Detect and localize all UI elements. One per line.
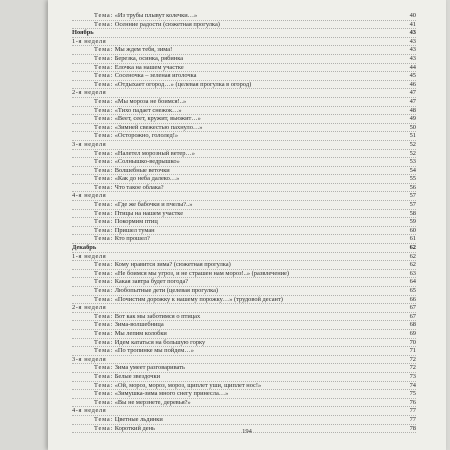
toc-entry-prefix: Тема:: [94, 321, 114, 329]
toc-entry-title: [72, 313, 402, 321]
toc-entry-text: «Не боимся мы угроз, и не страшен нам мороз!..» (развлечение): [114, 269, 290, 277]
toc-entry-prefix: Тема:: [94, 415, 114, 423]
toc-entry-prefix: Тема:: [94, 149, 114, 157]
toc-entry-text: Елочка на нашем участке: [114, 63, 184, 71]
toc-entry-prefix: Тема:: [94, 287, 114, 294]
toc-entry-prefix: Тема:: [94, 235, 114, 243]
toc-entry-title: 2-я неделя: [72, 89, 107, 97]
toc-page-number: 45: [409, 72, 416, 80]
toc-entry: [72, 115, 416, 124]
toc-page-number: 43: [409, 54, 416, 62]
toc-entry-title: [72, 321, 402, 329]
toc-page-number: 47: [409, 89, 416, 97]
toc-page-number: 78: [409, 424, 416, 432]
toc-entry-title: [72, 270, 402, 278]
toc-page-number: 73: [409, 372, 416, 380]
toc-entry-title: [72, 21, 402, 29]
toc-entry-prefix: Тема:: [94, 115, 114, 123]
toc-page-number: 62: [409, 252, 416, 260]
toc-entry-text: Белые звездочки: [114, 372, 160, 380]
toc-entry-prefix: Тема:: [94, 226, 114, 234]
toc-page-number: 56: [409, 183, 416, 191]
toc-entry: [72, 201, 416, 210]
toc-entry-prefix: Тема:: [94, 372, 114, 380]
toc-page-number: 43: [409, 37, 416, 45]
toc-entry: [72, 150, 416, 159]
toc-entry-text: Мы ждем тебя, зима!: [114, 46, 173, 54]
toc-page-number: 75: [409, 390, 416, 398]
toc-entry-prefix: Тема:: [94, 364, 114, 372]
toc-entry-text: «Зимушка-зима много снегу принесла…»: [114, 390, 229, 398]
toc-entry-title: [72, 132, 402, 140]
toc-page-number: 62: [409, 244, 416, 252]
toc-entry-prefix: Тема:: [94, 347, 114, 355]
toc-page-number: 68: [409, 321, 416, 329]
toc-entry-text: «Из трубы плывут колечки…»: [114, 12, 198, 19]
toc-entry-prefix: Тема:: [94, 278, 114, 286]
toc-entry-text: «Зимней свежестью пахнуло…»: [114, 123, 203, 131]
toc-entry: [72, 72, 416, 81]
toc-week-heading: [72, 253, 416, 262]
toc-entry-text: «Ой, мороз, мороз, мороз, щиплет уши, щиплет нос!»: [114, 381, 262, 389]
toc-entry-prefix: Тема:: [94, 261, 114, 269]
toc-entry-prefix: Тема:: [94, 46, 114, 54]
toc-entry-title: [72, 46, 402, 54]
toc-entry: [72, 55, 416, 64]
toc-page-number: 47: [409, 97, 416, 105]
toc-entry-text: Вот как мы заботимся о птицах: [114, 312, 201, 320]
toc-page-number: 46: [409, 80, 416, 88]
book-page: [48, 0, 446, 450]
toc-entry-title: [72, 296, 402, 304]
toc-entry: [72, 390, 416, 399]
toc-page-number: 51: [409, 132, 416, 140]
toc-entry: [72, 81, 416, 90]
toc-entry: [72, 313, 416, 322]
toc-entry-title: [72, 184, 402, 192]
toc-entry-prefix: Тема:: [94, 123, 114, 131]
toc-page-number: 70: [409, 338, 416, 346]
toc-page-number: 53: [409, 158, 416, 166]
toc-page-number: 69: [409, 329, 416, 337]
toc-entry-text: Волшебные веточки: [114, 166, 170, 174]
toc-entry-text: «По тропинке мы пойдем…»: [114, 347, 194, 355]
toc-entry-title: [72, 64, 402, 72]
toc-entry-prefix: Тема:: [94, 209, 114, 217]
toc-entry: [72, 364, 416, 373]
toc-entry: [72, 21, 416, 30]
toc-entry-prefix: Тема:: [94, 106, 114, 114]
toc-page-number: 62: [409, 261, 416, 269]
toc-entry-prefix: Тема:: [94, 175, 114, 183]
toc-entry: [72, 287, 416, 296]
toc-entry: [72, 330, 416, 339]
toc-entry-text: «Где же бабочки и пчелы?..»: [114, 201, 193, 209]
toc-page-number: 63: [409, 269, 416, 277]
toc-entry-title: 4-я неделя: [72, 192, 107, 200]
toc-page-number: 66: [409, 295, 416, 303]
toc-page-number: 74: [409, 381, 416, 389]
toc-week-heading: [72, 38, 416, 47]
toc-entry-text: Птицы на нашем участке: [114, 209, 184, 217]
toc-entry-prefix: Тема:: [94, 398, 114, 406]
toc-entry: [72, 175, 416, 184]
toc-entry-prefix: Тема:: [94, 80, 114, 88]
toc-entry-text: Зима-волшебница: [114, 321, 164, 329]
toc-entry: [72, 12, 416, 21]
toc-entry-prefix: Тема:: [94, 201, 114, 209]
toc-entry-title: [72, 12, 402, 20]
toc-entry-prefix: Тема:: [94, 54, 114, 62]
toc-entry: [72, 339, 416, 348]
toc-entry-title: [72, 399, 402, 407]
toc-week-heading: [72, 407, 416, 416]
toc-page-number: 65: [409, 287, 416, 294]
toc-entry-title: [72, 278, 402, 286]
toc-entry-prefix: Тема:: [94, 72, 114, 80]
toc-entry-text: Идем кататься на большую горку: [114, 338, 206, 346]
toc-entry: [72, 235, 416, 244]
toc-entry-title: [72, 347, 402, 355]
toc-page-number: 52: [409, 140, 416, 148]
toc-entry-text: Кому нравится зима? (сюжетная прогулка): [114, 261, 231, 269]
toc-entry-title: [72, 167, 402, 175]
toc-entry-title: [72, 201, 402, 209]
toc-page-number: 58: [409, 209, 416, 217]
toc-week-heading: [72, 89, 416, 98]
toc-entry-text: Какая завтра будет погода?: [114, 278, 189, 286]
toc-page-number: 76: [409, 398, 416, 406]
toc-entry: [72, 124, 416, 133]
toc-entry-title: [72, 287, 402, 295]
toc-entry-title: 4-я неделя: [72, 407, 107, 415]
toc-entry-prefix: Тема:: [94, 63, 114, 71]
toc-entry-title: [72, 227, 402, 235]
toc-page-number: 50: [409, 123, 416, 131]
toc-page-number: 57: [409, 192, 416, 200]
toc-page-number: 48: [409, 106, 416, 114]
toc-entry: [72, 158, 416, 167]
toc-entry: [72, 296, 416, 305]
toc-entry-prefix: Тема:: [94, 269, 114, 277]
toc-entry-text: Что такое облака?: [114, 183, 164, 191]
toc-entry-text: Осенние радости (сюжетная прогулка): [114, 20, 220, 28]
toc-week-heading: [72, 192, 416, 201]
toc-entry-text: «Веет, сеет, кружит, вьюжит…»: [114, 115, 201, 123]
toc-entry: [72, 167, 416, 176]
page-number: 194: [242, 428, 252, 435]
toc-page-number: 71: [409, 347, 416, 355]
toc-entry-prefix: Тема:: [94, 12, 114, 19]
toc-entry-title: [72, 218, 402, 226]
toc-month-heading: [72, 29, 416, 38]
toc-page-number: 57: [409, 201, 416, 209]
toc-page-number: 55: [409, 175, 416, 183]
toc-entry-prefix: Тема:: [94, 20, 114, 28]
toc-entry-title: [72, 382, 402, 390]
toc-entry-prefix: Тема:: [94, 97, 114, 105]
toc-entry-title: [72, 261, 402, 269]
toc-entry-text: «Солнышко-ведрышко»: [114, 158, 180, 166]
toc-page-number: 67: [409, 304, 416, 312]
toc-page-number: 54: [409, 166, 416, 174]
toc-page-number: 60: [409, 226, 416, 234]
toc-entry: [72, 210, 416, 219]
toc-entry-text: «Почистим дорожку к нашему порожку…» (трудовой десант): [114, 295, 283, 303]
toc-month-heading: [72, 244, 416, 253]
toc-entry-prefix: Тема:: [94, 158, 114, 166]
toc-entry-title: 3-я неделя: [72, 355, 107, 363]
toc-entry-text: «Осторожно, гололед!»: [114, 132, 179, 140]
toc-entry-prefix: Тема:: [94, 338, 114, 346]
toc-entry-text: «Вы не мерзнете, деревья?»: [114, 398, 191, 406]
toc-entry: [72, 373, 416, 382]
toc-entry-text: «Налетел морозный ветер…»: [114, 149, 195, 157]
toc-page-number: 61: [409, 235, 416, 243]
toc-entry-prefix: Тема:: [94, 166, 114, 174]
toc-entry-text: Короткий день: [114, 424, 155, 432]
toc-entry-title: Декабрь: [72, 244, 97, 252]
toc-entry-prefix: Тема:: [94, 329, 114, 337]
toc-entry-title: 2-я неделя: [72, 304, 107, 312]
toc-entry-title: [72, 55, 402, 63]
toc-page-number: 44: [409, 63, 416, 71]
toc-page-number: 49: [409, 115, 416, 123]
toc-entry-title: [72, 235, 402, 243]
toc-entry: [72, 261, 416, 270]
toc-entry-text: «Как до неба далеко…»: [114, 175, 180, 183]
toc-entry: [72, 347, 416, 356]
toc-entry-title: [72, 115, 402, 123]
toc-page-number: 67: [409, 312, 416, 320]
toc-page-number: 52: [409, 149, 416, 157]
toc-entry: [72, 321, 416, 330]
toc-entry: [72, 382, 416, 391]
toc-entry-title: [72, 373, 402, 381]
toc-entry: [72, 98, 416, 107]
toc-entry-prefix: Тема:: [94, 390, 114, 398]
toc-entry: [72, 46, 416, 55]
toc-page-number: 43: [409, 46, 416, 54]
toc-entry-text: «Отдыхает огород…» (целевая прогулка в огород): [114, 80, 252, 88]
toc-page-number: 72: [409, 364, 416, 372]
toc-entry-title: [72, 175, 402, 183]
toc-entry: [72, 270, 416, 279]
toc-page-number: 64: [409, 278, 416, 286]
toc-entry-title: [72, 124, 402, 132]
toc-week-heading: [72, 356, 416, 365]
toc-entry: [72, 132, 416, 141]
toc-entry: [72, 278, 416, 287]
toc-entry: [72, 184, 416, 193]
toc-entry-title: [72, 150, 402, 158]
toc-week-heading: [72, 141, 416, 150]
toc-entry: [72, 416, 416, 425]
toc-entry-title: 1-я неделя: [72, 252, 107, 260]
toc-entry-title: [72, 107, 402, 115]
toc-entry-title: [72, 339, 402, 347]
toc-page-number: 40: [409, 12, 416, 19]
toc-entry-title: 1-я неделя: [72, 37, 107, 45]
toc-entry-text: Мы лепим колобки: [114, 329, 167, 337]
toc-entry-text: Зима умеет разговаривать: [114, 364, 185, 372]
toc-entry-prefix: Тема:: [94, 183, 114, 191]
toc-entry-text: «Мы мороза не боимся!..»: [114, 97, 187, 105]
toc-entry: [72, 107, 416, 116]
toc-entry-text: Пришел туман: [114, 226, 155, 234]
toc-entry-title: [72, 330, 402, 338]
toc-week-heading: [72, 304, 416, 313]
toc-entry-prefix: Тема:: [94, 312, 114, 320]
toc-entry-prefix: Тема:: [94, 381, 114, 389]
toc-entry-prefix: Тема:: [94, 218, 114, 226]
toc-entry-title: [72, 81, 402, 89]
toc-entry-title: [72, 158, 402, 166]
toc-entry: [72, 64, 416, 73]
toc-entry-prefix: Тема:: [94, 424, 114, 432]
toc-entry-text: «Тихо падает снежок…»: [114, 106, 182, 114]
toc-entry-title: [72, 416, 402, 424]
table-of-contents: [72, 12, 416, 433]
toc-entry-text: Покормим птиц: [114, 218, 158, 226]
toc-page-number: 41: [409, 20, 416, 28]
toc-entry-title: [72, 72, 402, 80]
toc-page-number: 72: [409, 355, 416, 363]
toc-page-number: 77: [409, 407, 416, 415]
toc-entry-text: Цветные льдинки: [114, 415, 163, 423]
toc-entry-title: Ноябрь: [72, 29, 94, 37]
toc-entry: [72, 399, 416, 408]
toc-entry-title: [72, 210, 402, 218]
toc-entry: [72, 227, 416, 236]
toc-entry-text: Любопытные дети (целевая прогулка): [114, 287, 219, 294]
toc-entry-text: Кто прошел?: [114, 235, 150, 243]
toc-entry-title: [72, 390, 402, 398]
toc-entry-title: 3-я неделя: [72, 140, 107, 148]
toc-page-number: 77: [409, 415, 416, 423]
toc-page-number: 43: [409, 29, 416, 37]
toc-entry-title: [72, 98, 402, 106]
toc-entry-text: Березка, осинка, рябинка: [114, 54, 184, 62]
toc-entry: [72, 218, 416, 227]
toc-entry-title: [72, 364, 402, 372]
toc-page-number: 59: [409, 218, 416, 226]
toc-entry-text: Сосеночка – зеленая иголочка: [114, 72, 197, 80]
toc-entry-prefix: Тема:: [94, 132, 114, 140]
toc-entry-prefix: Тема:: [94, 295, 114, 303]
